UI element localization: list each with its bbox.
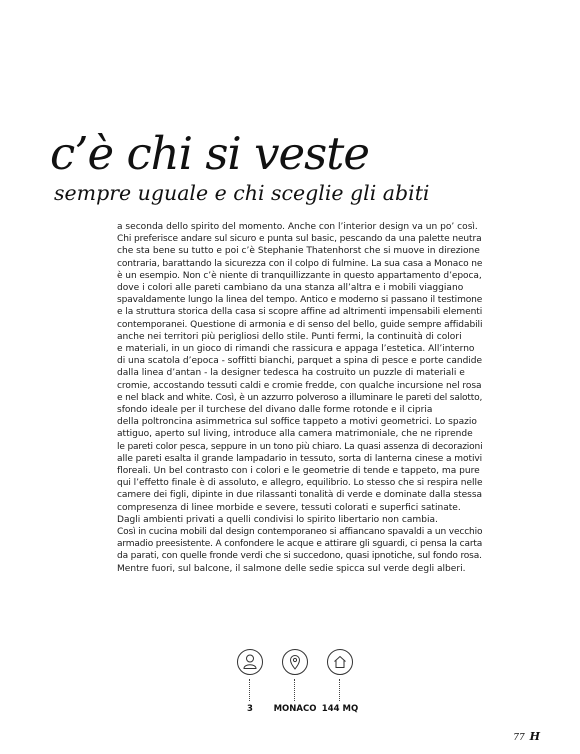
stat-connector-line [294, 679, 295, 701]
body-line: anche nei territori più perigliosi dello stile. Punti fermi, la continuità di colori [117, 331, 462, 342]
stat-location-label: MONACO [273, 704, 317, 714]
body-line: le pareti color pesca, seppure in un tono più chiaro. La quasi assenza di decorazioni [117, 441, 483, 452]
body-line: e materiali, in un gioco di rimandi che rassicura e appaga l’estetica. All’interno [117, 344, 475, 355]
body-line: da parati, con quelle fronde verdi che si succedono, quasi ipnotiche, sul fondo rosa. [117, 551, 482, 562]
person-icon [236, 648, 264, 676]
body-line: alle pareti esalta il grande lampadario in tessuto, sorta di lanterna cinese a motivi [117, 453, 483, 464]
body-line: sfondo ideale per il turchese del divano dalle forme rotonde e il cipria [117, 405, 433, 416]
article-subheadline: sempre uguale e chi sceglie gli abiti [54, 181, 430, 205]
body-line: e nel black and white. Così, è un azzurro polveroso a illuminare le pareti del salotto, [117, 392, 483, 403]
body-line: cromie, accostando tessuti caldi e cromie fredde, con qualche incursione nel rosa [117, 380, 482, 391]
stat-connector-line [249, 679, 250, 701]
location-pin-icon [281, 648, 309, 676]
body-line: Così in cucina mobili dal design contemporaneo si affiancano spavaldi a un vecchio [117, 527, 483, 538]
body-line: della poltroncina asimmetrica sul soffice tappeto a motivi geometrici. Lo spazio [117, 417, 477, 428]
article-headline: c’è chi si veste [50, 127, 369, 180]
stat-residents-label: 3 [247, 704, 253, 714]
body-line: Mentre fuori, sul balcone, il salmone delle sedie spicca sul verde degli alberi. [117, 563, 466, 574]
body-line: contraria, barattando la sicurezza con il colpo di fulmine. La sua casa a Monaco ne [117, 258, 483, 269]
body-line: spavaldamente lungo la linea del tempo. Antico e moderno si passano il testimone [117, 295, 483, 306]
body-line: e la struttura storica della casa si scopre affine ad altrimenti impensabili elementi [117, 307, 483, 318]
body-line: è un esempio. Non c’è niente di tranquillizzante in questo appartamento d’epoca, [117, 270, 482, 281]
magazine-logo: H [529, 730, 540, 743]
stat-area-label: 144 MQ [321, 704, 359, 714]
stat-connector-line [339, 679, 340, 701]
body-line: armadio preesistente. A confondere le acque e attirare gli sguardi, ci pensa la carta [117, 539, 483, 550]
body-line: a seconda dello spirito del momento. Anche con l’interior design va un po’ così. [117, 222, 478, 232]
body-line: di una scatola d’epoca - soffitti bianchi, parquet a spina di pesce e porte candide [117, 356, 483, 367]
body-line: camere dei figli, dipinte in due rilassanti tonalità di verde e dominate dalla stessa [117, 490, 482, 501]
body-line: contemporanei. Questione di armonia e di senso del bello, guide sempre affidabili [117, 319, 483, 330]
page-folio [513, 730, 540, 743]
body-line: attiguo, aperto sul living, introduce alla camera matrimoniale, che ne riprende [117, 429, 473, 440]
stat-area [310, 648, 370, 718]
body-line: dalla linea d’antan - la designer tedesca ha costruito un puzzle di materiali e [117, 368, 465, 379]
page-number: 77 [513, 733, 525, 743]
body-line: qui l’effetto finale è di assoluto, e allegro, equilibrio. Lo stesso che si respira nelle [117, 478, 483, 489]
article-body [117, 221, 482, 575]
home-stats [220, 648, 370, 718]
house-icon [326, 648, 354, 676]
body-line: dove i colori alle pareti cambiano da una stanza all’altra e i mobili viaggiano [117, 283, 464, 294]
body-line: Chi preferisce andare sul sicuro e punta sul basic, pescando da una palette neutra [117, 234, 482, 245]
body-line: floreali. Un bel contrasto con i colori e le geometrie di tende e tappeto, ma pure [117, 466, 480, 477]
body-line: che sta bene su tutto e poi c’è Stephanie Thatenhorst che si muove in direzione [117, 246, 480, 257]
body-line: compresenza di linee morbide e severe, tessuti colorati e superfici satinate. [117, 502, 461, 513]
body-line: Dagli ambienti privati a quelli condivisi lo spirito libertario non cambia. [117, 514, 438, 525]
